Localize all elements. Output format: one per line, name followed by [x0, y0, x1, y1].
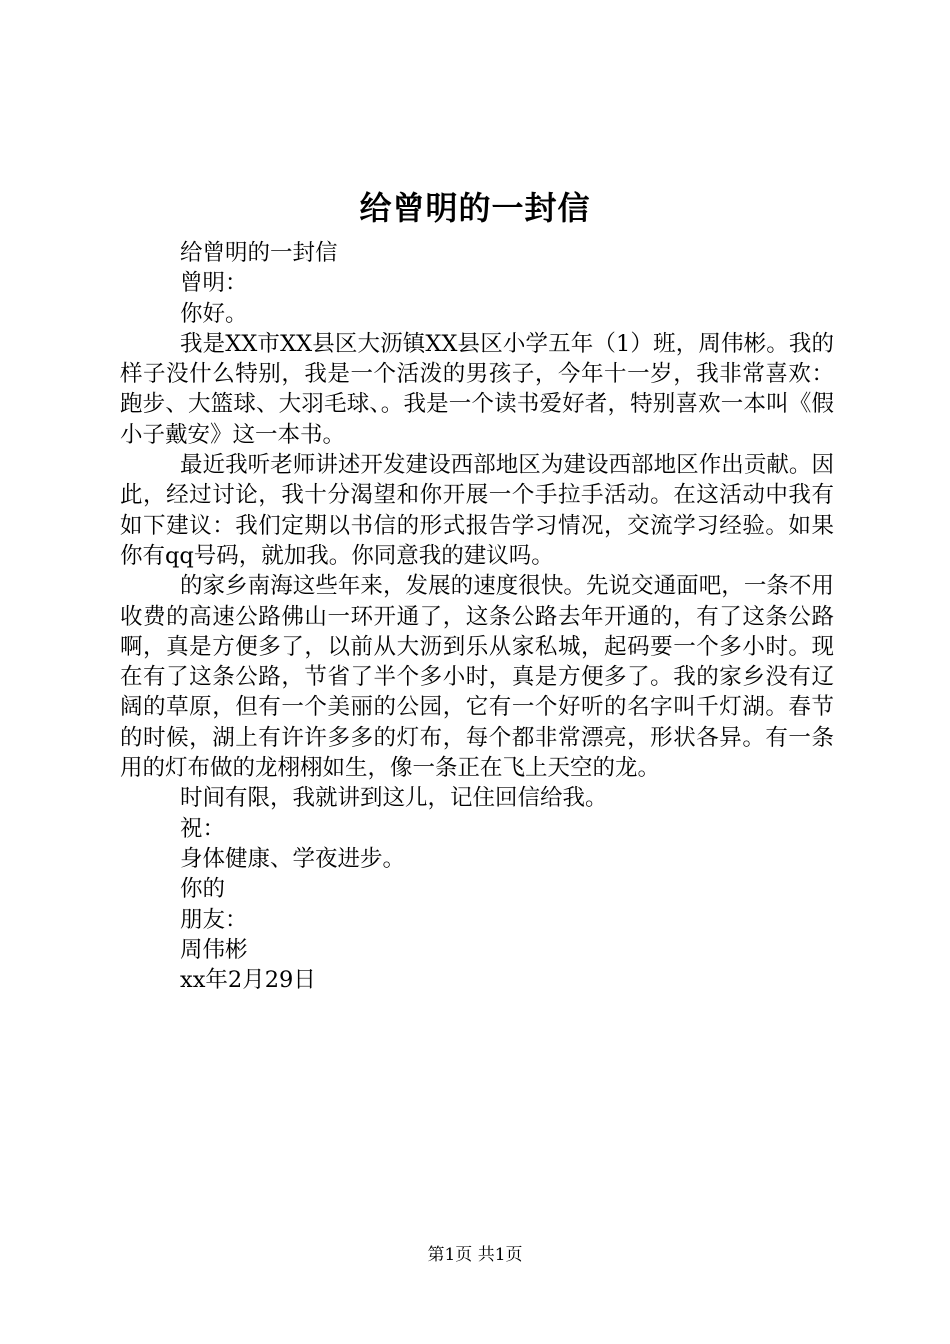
page-footer: 第1页 共1页: [427, 1245, 523, 1265]
greeting: 你好。: [180, 300, 248, 327]
signoff-friend: 朋友：: [180, 906, 248, 933]
wish-label: 祝：: [180, 815, 226, 842]
document-title: 给曾明的一封信: [359, 189, 591, 227]
salutation: 曾明：: [180, 270, 248, 297]
letter-date: xx年2月29日: [180, 967, 316, 994]
letter-heading: 给曾明的一封信: [180, 240, 338, 266]
paragraph-hometown: 的家乡南海这些年来，发展的速度很快。先说交通面吧，一条不用收费的高速公路佛山一环开通了，这条公路去年开通的，有了这条公路啊，真是方便多了，以前从大沥到乐从家私城，起码要一个多小时。现在有了这条公路，节省了半个多小时，真是方便多了。我的家乡没有辽阔的草原，但有一个美丽的公园，它有一个好听的名字叫千灯湖。春节的时候，湖上有许许多多的灯布，每个都非常漂亮，形状各异。有一条用的灯布做的龙栩栩如生，像一条正在飞上天空的龙。: [120, 573, 834, 782]
wish-text: 身体健康、学夜进步。: [180, 845, 406, 872]
paragraph-proposal: 最近我听老师讲述开发建设西部地区为建设西部地区作出贡献。因此，经过讨论，我十分渴望和你开展一个手拉手活动。在这活动中我有如下建议：我们定期以书信的形式报告学习情况，交流学习经验。如果你有qq号码，就加我。你同意我的建议吗。: [120, 452, 834, 569]
paragraph-introduction: 我是XX市XX县区大沥镇XX县区小学五年（1）班，周伟彬。我的样子没什么特别，我是一个活泼的男孩子，今年十一岁，我非常喜欢：跑步、大篮球、大羽毛球、。我是一个读书爱好者，特别喜欢一本叫《假小子戴安》这一本书。: [120, 330, 834, 448]
signature-name: 周伟彬: [180, 936, 248, 963]
paragraph-closing: 时间有限，我就讲到这儿，记住回信给我。: [180, 785, 608, 812]
signoff-your: 你的: [180, 876, 226, 903]
letter-body: [120, 238, 834, 995]
